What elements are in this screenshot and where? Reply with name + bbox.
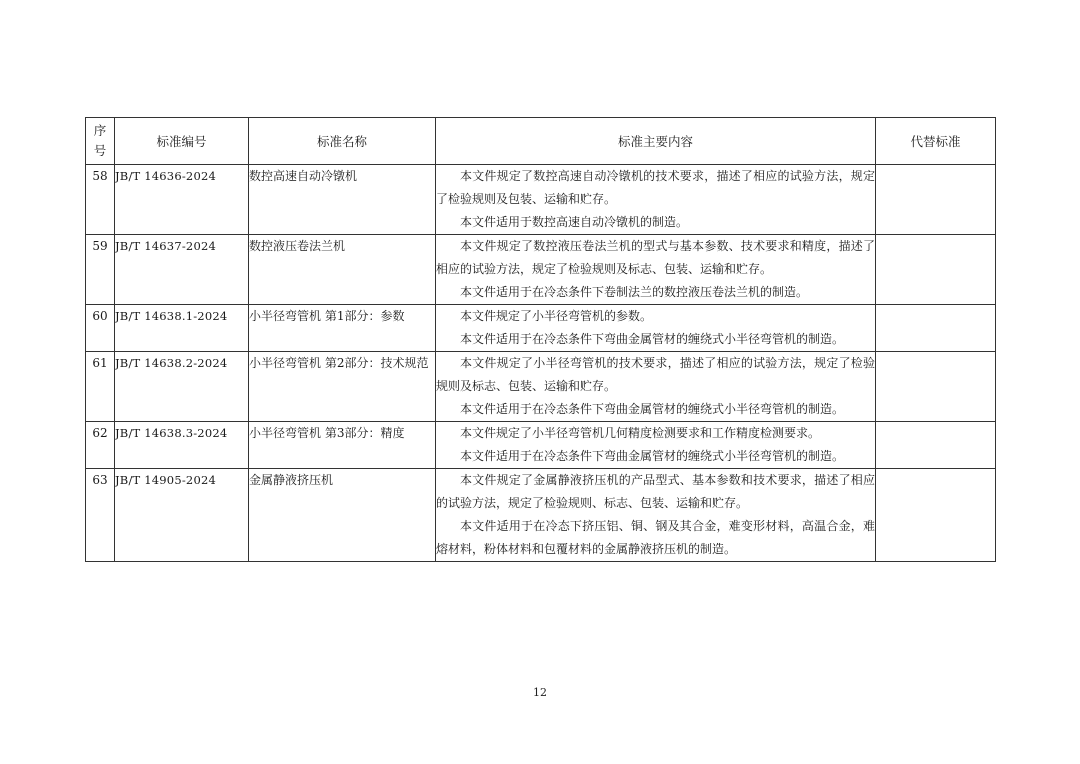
table-row	[86, 352, 996, 422]
row-replaced-standard	[876, 165, 996, 235]
row-serial-number: 62	[86, 422, 115, 469]
row-standard-name: 数控高速自动冷镦机	[249, 165, 436, 235]
row-serial-number: 63	[86, 469, 115, 562]
content-paragraph: 本文件适用于在冷态条件下弯曲金属管材的缠绕式小半径弯管机的制造。	[460, 449, 845, 463]
page-number: 12	[533, 686, 547, 699]
row-replaced-standard	[876, 235, 996, 305]
row-standard-name: 小半径弯管机 第2部分：技术规范	[249, 352, 436, 422]
table-row	[86, 469, 996, 562]
header-serial-number: 序 号	[86, 118, 115, 165]
row-replaced-standard	[876, 305, 996, 352]
content-paragraph: 本文件适用于在冷态下挤压铝、铜、钢及其合金，难变形材料，高温合金，难熔材料，粉体材料和包覆材料的金属静液挤压机的制造。	[436, 519, 875, 556]
table-row	[86, 305, 996, 352]
header-standard-code: 标准编号	[115, 118, 249, 165]
row-standard-code: JB/T 14638.1-2024	[115, 305, 249, 352]
row-standard-name: 金属静液挤压机	[249, 469, 436, 562]
content-paragraph: 本文件规定了小半径弯管机的技术要求，描述了相应的试验方法，规定了检验规则及标志、包装、运输和贮存。	[436, 356, 875, 393]
header-replaced-standard: 代替标准	[876, 118, 996, 165]
header-standard-name: 标准名称	[249, 118, 436, 165]
row-standard-name: 数控液压卷法兰机	[249, 235, 436, 305]
row-standard-code: JB/T 14637-2024	[115, 235, 249, 305]
row-serial-number: 59	[86, 235, 115, 305]
content-paragraph: 本文件规定了小半径弯管机几何精度检测要求和工作精度检测要求。	[460, 426, 821, 440]
row-standard-name: 小半径弯管机 第1部分：参数	[249, 305, 436, 352]
row-main-content	[436, 305, 876, 352]
row-main-content	[436, 422, 876, 469]
row-serial-number: 60	[86, 305, 115, 352]
row-replaced-standard	[876, 469, 996, 562]
standards-table	[85, 117, 996, 562]
row-main-content	[436, 469, 876, 562]
row-replaced-standard	[876, 352, 996, 422]
row-serial-number: 58	[86, 165, 115, 235]
row-standard-code: JB/T 14638.3-2024	[115, 422, 249, 469]
header-main-content: 标准主要内容	[436, 118, 876, 165]
row-standard-code: JB/T 14905-2024	[115, 469, 249, 562]
content-paragraph: 本文件适用于在冷态条件下弯曲金属管材的缠绕式小半径弯管机的制造。	[460, 332, 845, 346]
content-paragraph: 本文件适用于在冷态条件下卷制法兰的数控液压卷法兰机的制造。	[460, 285, 809, 299]
row-standard-code: JB/T 14638.2-2024	[115, 352, 249, 422]
table-row	[86, 235, 996, 305]
row-standard-code: JB/T 14636-2024	[115, 165, 249, 235]
row-main-content	[436, 165, 876, 235]
row-replaced-standard	[876, 422, 996, 469]
row-serial-number: 61	[86, 352, 115, 422]
row-standard-name: 小半径弯管机 第3部分：精度	[249, 422, 436, 469]
content-paragraph: 本文件规定了数控液压卷法兰机的型式与基本参数、技术要求和精度，描述了相应的试验方法，规定了检验规则及标志、包装、运输和贮存。	[436, 239, 875, 276]
content-paragraph: 本文件规定了金属静液挤压机的产品型式、基本参数和技术要求，描述了相应的试验方法，规定了检验规则、标志、包装、运输和贮存。	[436, 473, 875, 510]
row-main-content	[436, 352, 876, 422]
content-paragraph: 本文件适用于数控高速自动冷镦机的制造。	[460, 215, 689, 229]
content-paragraph: 本文件规定了数控高速自动冷镦机的技术要求，描述了相应的试验方法，规定了检验规则及包装、运输和贮存。	[436, 169, 875, 206]
content-paragraph: 本文件规定了小半径弯管机的参数。	[460, 309, 653, 323]
table-header-row	[86, 118, 996, 165]
content-paragraph: 本文件适用于在冷态条件下弯曲金属管材的缠绕式小半径弯管机的制造。	[460, 402, 845, 416]
table-row	[86, 165, 996, 235]
table-row	[86, 422, 996, 469]
row-main-content	[436, 235, 876, 305]
